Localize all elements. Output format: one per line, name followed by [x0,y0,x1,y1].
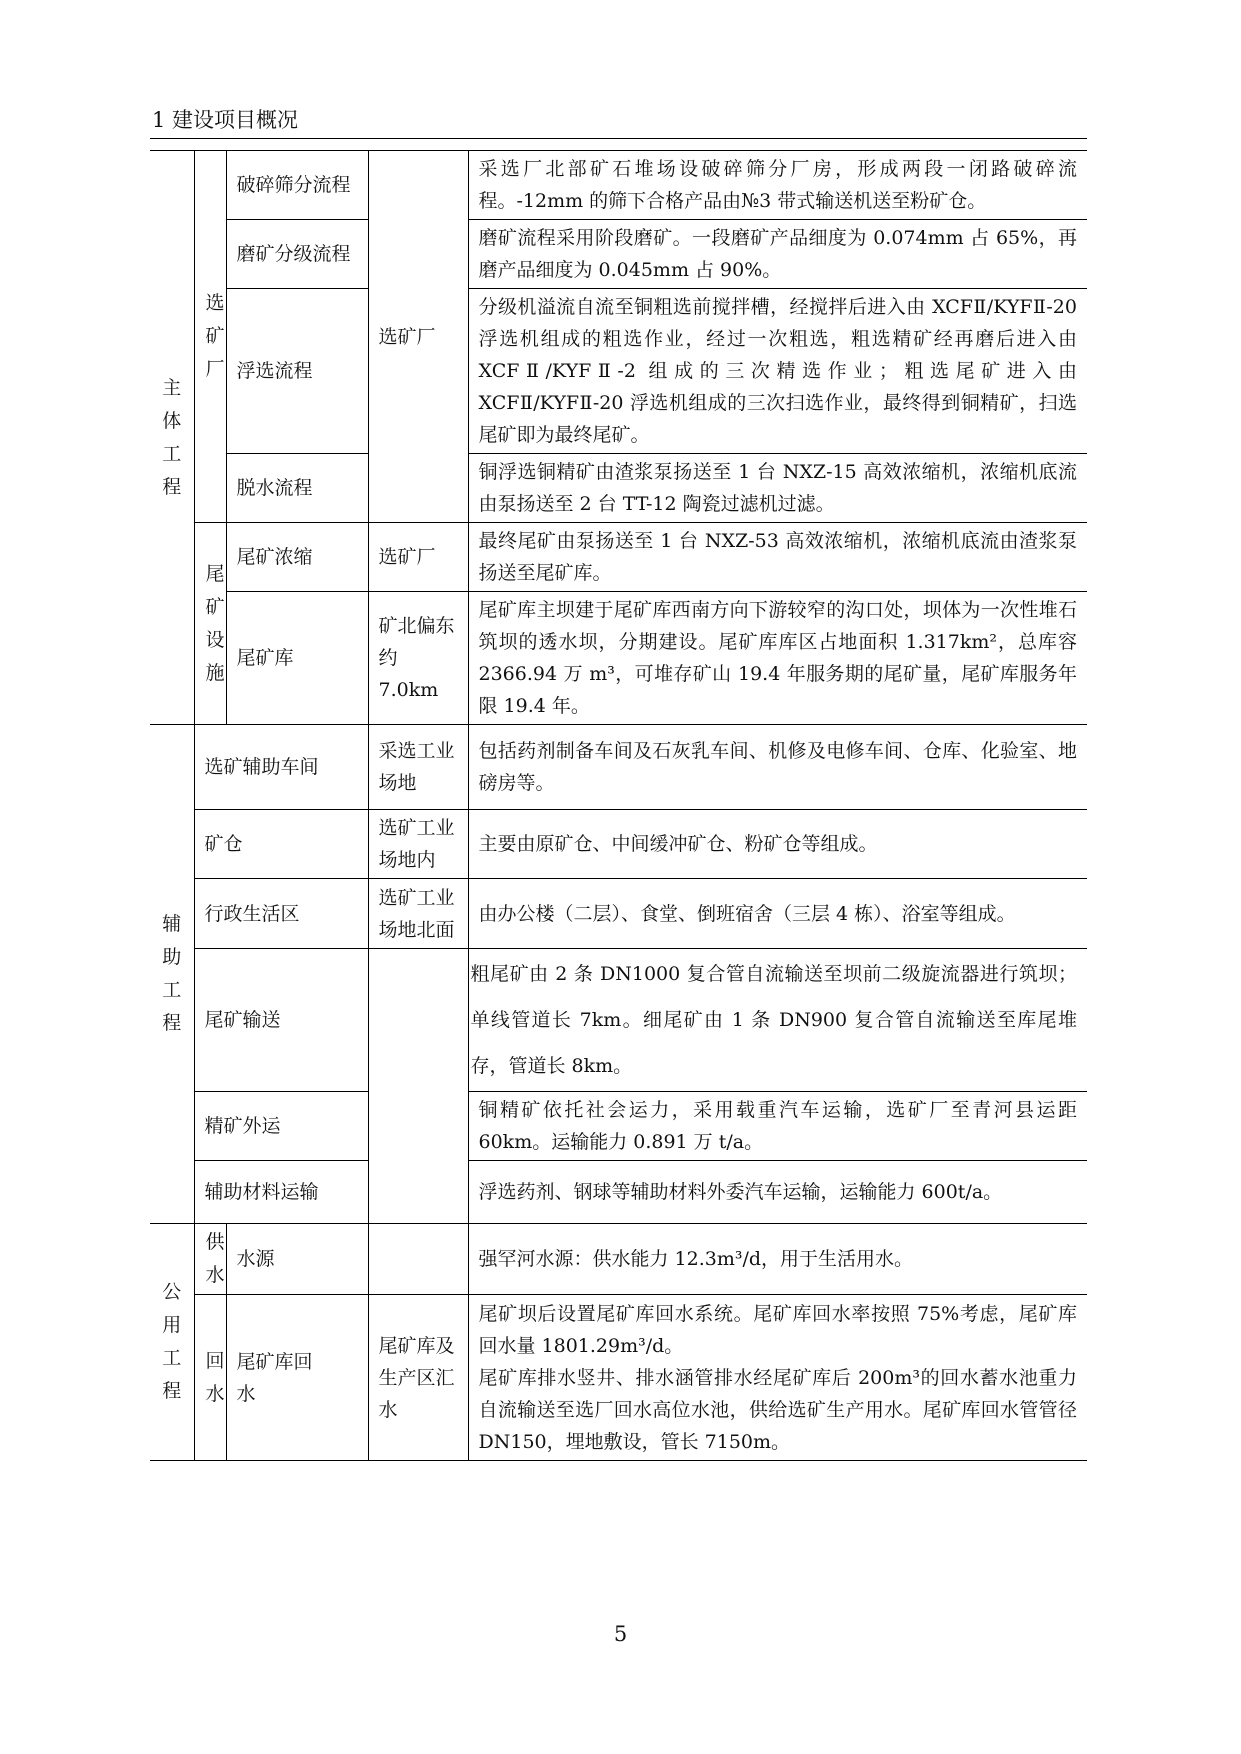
item-name: 尾矿库回水 [226,1295,368,1461]
table-row [150,949,1087,1092]
item-description-part1: 尾矿坝后设置尾矿库回水系统。尾矿库回水率按照 75%考虑，尾矿库回水量 1801.29m³/d。 [478,1302,1077,1357]
table-row [150,151,1087,220]
category-main-project: 主体工程 [150,151,194,725]
category-public: 公用工程 [150,1224,194,1461]
item-location: 矿北偏东约 7.0km [368,592,468,725]
table-row [150,1161,1087,1224]
item-name: 磨矿分级流程 [226,220,368,289]
item-description: 强罕河水源：供水能力 12.3m³/d，用于生活用水。 [468,1224,1087,1295]
table-row [150,454,1087,523]
item-location [368,949,468,1224]
table-row [150,592,1087,725]
table-row [150,220,1087,289]
item-name: 水源 [226,1224,368,1295]
table-row [150,1224,1087,1295]
item-location: 采选工业场地 [368,725,468,810]
item-description: 包括药剂制备车间及石灰乳车间、机修及电修车间、仓库、化验室、地磅房等。 [468,725,1087,810]
item-name: 破碎筛分流程 [226,151,368,220]
item-location: 尾矿库及生产区汇水 [368,1295,468,1461]
table-row [150,523,1087,592]
category-auxiliary: 辅助工程 [150,725,194,1224]
item-name: 矿仓 [194,810,368,879]
item-description [468,1295,1087,1461]
item-name: 辅助材料运输 [194,1161,368,1224]
table-row [150,1092,1087,1161]
item-name: 行政生活区 [194,879,368,949]
item-description: 尾矿库主坝建于尾矿库西南方向下游较窄的沟口处，坝体为一次性堆石筑坝的透水坝，分期建设。尾矿库库区占地面积 1.317km²，总库容 2366.94 万 m³，可堆存矿山 19.4 年服务期的尾矿量，尾矿库服务年限 19.4 年。 [468,592,1087,725]
item-description: 浮选药剂、钢球等辅助材料外委汽车运输，运输能力 600t/a。 [468,1161,1087,1224]
table-row [150,289,1087,454]
item-description-part2: 尾矿库排水竖井、排水涵管排水经尾矿库后 200m³的回水蓄水池重力自流输送至选厂回水高位水池，供给选矿生产用水。尾矿库回水管管径 DN150，埋地敷设，管长 7150m。 [478,1366,1077,1453]
item-location [368,1224,468,1295]
item-name: 选矿辅助车间 [194,725,368,810]
item-location: 选矿工业场地内 [368,810,468,879]
item-description: 铜精矿依托社会运力，采用载重汽车运输，选矿厂至青河县运距 60km。运输能力 0.891 万 t/a。 [468,1092,1087,1161]
item-description: 主要由原矿仓、中间缓冲矿仓、粉矿仓等组成。 [468,810,1087,879]
group-water-return: 回水 [194,1295,226,1461]
table-row [150,1295,1087,1461]
project-overview-table [150,150,1087,1461]
item-location: 选矿工业场地北面 [368,879,468,949]
item-name: 尾矿库 [226,592,368,725]
section-header: 1 建设项目概况 [152,108,299,132]
item-description: 由办公楼（二层）、食堂、倒班宿舍（三层 4 栋）、浴室等组成。 [468,879,1087,949]
item-name: 精矿外运 [194,1092,368,1161]
group-water-supply: 供水 [194,1224,226,1295]
item-location: 选矿厂 [368,523,468,592]
item-name: 尾矿浓缩 [226,523,368,592]
table-row [150,725,1087,810]
item-description: 采选厂北部矿石堆场设破碎筛分厂房，形成两段一闭路破碎流程。-12mm 的筛下合格产品由№3 带式输送机送至粉矿仓。 [468,151,1087,220]
table-row [150,810,1087,879]
item-description: 粗尾矿由 2 条 DN1000 复合管自流输送至坝前二级旋流器进行筑坝；单线管道长 7km。细尾矿由 1 条 DN900 复合管自流输送至库尾堆存，管道长 8km。 [468,949,1087,1092]
item-description: 最终尾矿由泵扬送至 1 台 NXZ-53 高效浓缩机，浓缩机底流由渣浆泵扬送至尾矿库。 [468,523,1087,592]
item-name: 浮选流程 [226,289,368,454]
header-rule [150,138,1087,139]
group-tailings: 尾矿设施 [194,523,226,725]
group-concentrator: 选矿厂 [194,151,226,523]
page-number: 5 [613,1622,628,1646]
item-location: 选矿厂 [368,151,468,523]
table-row [150,879,1087,949]
item-name: 脱水流程 [226,454,368,523]
item-description: 分级机溢流自流至铜粗选前搅拌槽，经搅拌后进入由 XCFⅡ/KYFⅡ-20 浮选机组成的粗选作业，经过一次粗选，粗选精矿经再磨后进入由 XCFⅡ/KYFⅡ-2 组成的三次精选作业；粗选尾矿进入由 XCFⅡ/KYFⅡ-20 浮选机组成的三次扫选作业，最终得到铜精矿，扫选尾矿即为最终尾矿。 [468,289,1087,454]
item-description: 磨矿流程采用阶段磨矿。一段磨矿产品细度为 0.074mm 占 65%，再磨产品细度为 0.045mm 占 90%。 [468,220,1087,289]
item-description: 铜浮选铜精矿由渣浆泵扬送至 1 台 NXZ-15 高效浓缩机，浓缩机底流由泵扬送至 2 台 TT-12 陶瓷过滤机过滤。 [468,454,1087,523]
item-name: 尾矿输送 [194,949,368,1092]
